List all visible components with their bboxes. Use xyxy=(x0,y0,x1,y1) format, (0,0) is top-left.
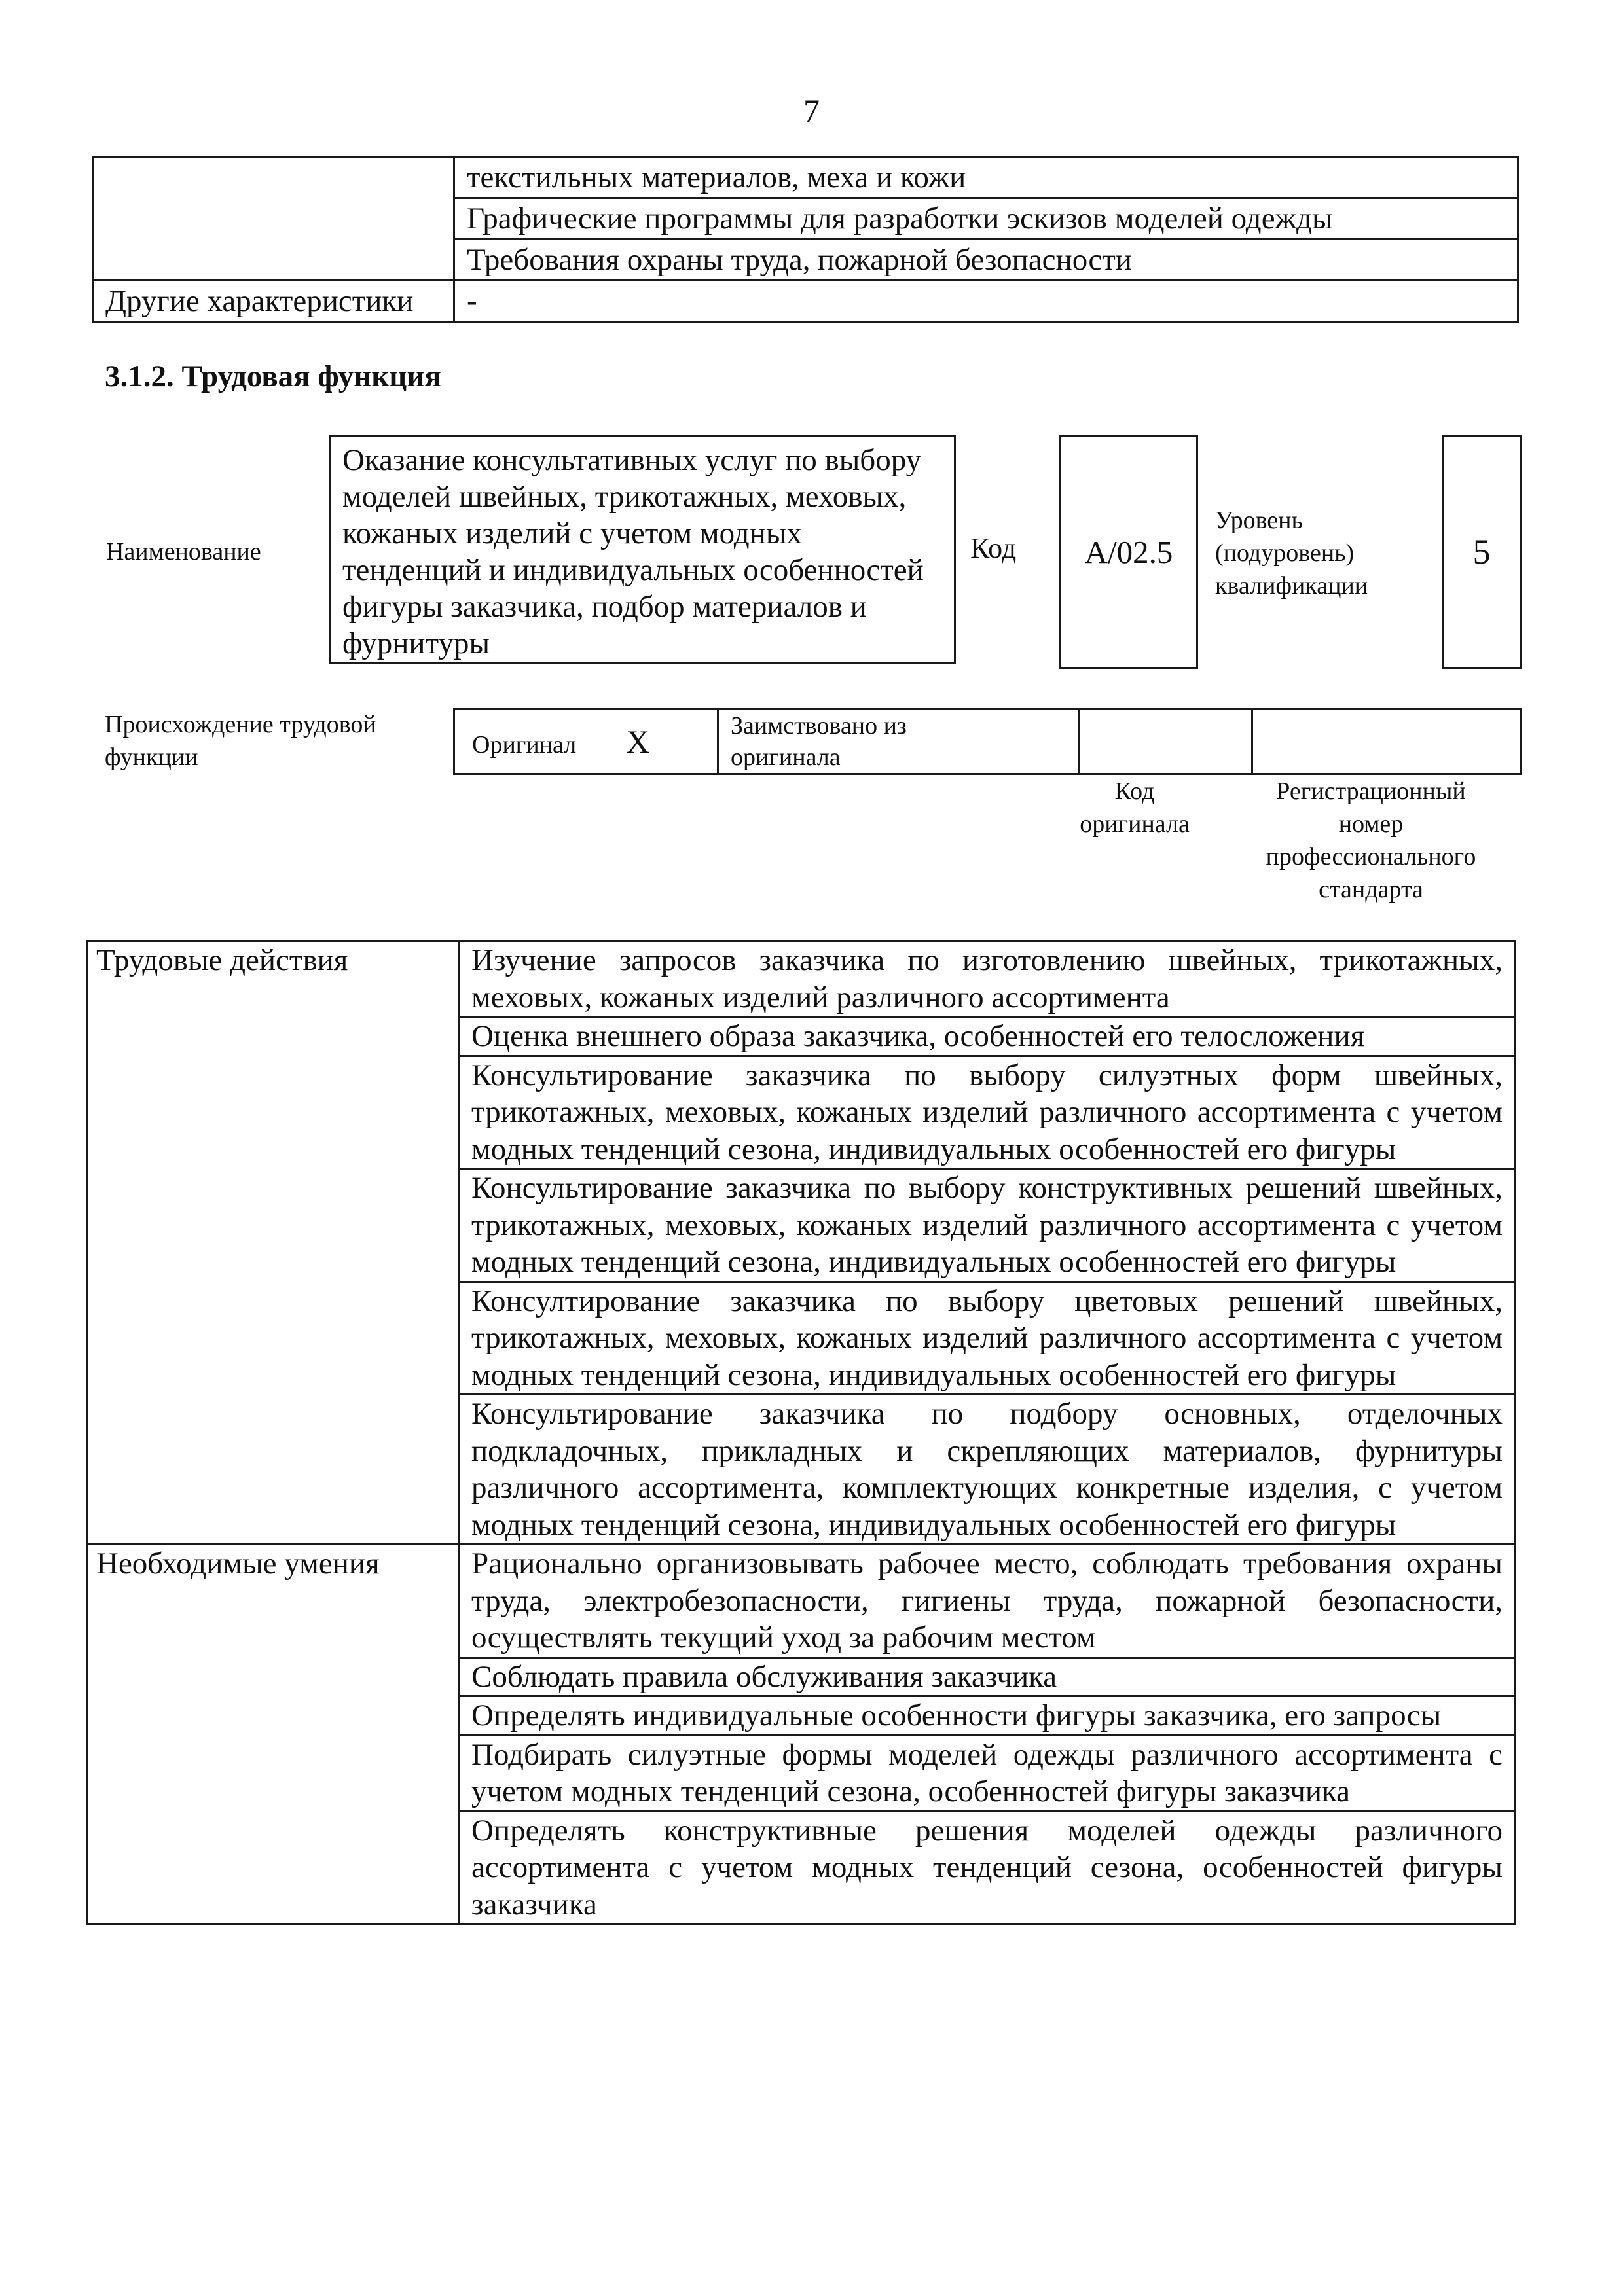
top-table-row: Графические программы для разработки эскизов моделей одежды xyxy=(454,198,1518,240)
skill-item: Рационально организовывать рабочее место, соблюдать требования охраны труда, электробезопасности, гигиены труда, пожарной безопасности, осуществлять текущий уход за рабочим местом xyxy=(459,1545,1516,1658)
origin-code-cell xyxy=(1079,709,1252,774)
level-value: 5 xyxy=(1472,532,1491,571)
naming-value: Оказание консультативных услуг по выбору моделей швейных, трикотажных, меховых, кожаных изделий с учетом модных тенденций и индивидуальных особенностей фигуры заказчика, подбор материалов и фурнитуры xyxy=(342,443,924,660)
level-label xyxy=(1215,504,1412,602)
skill-item: Определять конструктивные решения моделей одежды различного ассортимента с учетом модных тенденций сезона, особенностей фигуры заказчика xyxy=(459,1811,1516,1924)
page-number: 7 xyxy=(803,92,820,129)
skill-item: Определять индивидуальные особенности фигуры заказчика, его запросы xyxy=(459,1696,1516,1736)
code-value: A/02.5 xyxy=(1084,533,1173,570)
level-label-text: Уровень (подуровень) квалификации xyxy=(1215,507,1368,600)
code-value-box xyxy=(1059,435,1198,669)
top-table-row: текстильных материалов, меха и кожи xyxy=(454,157,1518,198)
origin-table xyxy=(453,708,1522,775)
origin-code-caption-text: Код оригинала xyxy=(1080,778,1190,838)
skills-label: Необходимые умения xyxy=(88,1545,459,1924)
other-characteristics-label: Другие характеристики xyxy=(93,281,454,322)
other-characteristics-value: - xyxy=(454,281,1518,322)
origin-original-label: Оригинал xyxy=(472,731,577,759)
top-table-row: Требования охраны труда, пожарной безопасности xyxy=(454,240,1518,281)
origin-original-mark: X xyxy=(626,723,650,760)
origin-reg-caption xyxy=(1220,775,1522,906)
labor-action-item: Консультирование заказчика по выбору силуэтных форм швейных, трикотажных, меховых, кожаных изделий различного ассортимента с учетом модных тенденций сезона, индивидуальных особенностей его фигуры xyxy=(459,1056,1516,1169)
origin-borrowed-cell xyxy=(718,709,1079,774)
origin-borrowed-label: Заимствовано из оригинала xyxy=(731,712,907,771)
labor-action-item: Консултирование заказчика по выбору цветовых решений швейных, трикотажных, меховых, кожаных изделий различного ассортимента с учетом модных тенденций сезона, индивидуальных особенностей его фигуры xyxy=(459,1282,1516,1395)
labor-actions-label: Трудовые действия xyxy=(88,941,459,1545)
origin-label-text: Происхождение трудовой функции xyxy=(105,711,376,771)
origin-reg-caption-text: Регистрационный номер профессионального стандарта xyxy=(1266,778,1476,903)
origin-reg-cell xyxy=(1252,709,1521,774)
naming-label: Наименование xyxy=(106,538,261,565)
origin-code-caption xyxy=(1049,775,1220,840)
origin-label xyxy=(105,708,432,774)
labor-action-item: Консультирование заказчика по выбору конструктивных решений швейных, трикотажных, меховых, кожаных изделий различного ассортимента с учетом модных тенденций сезона, индивидуальных особенностей его фигуры xyxy=(459,1169,1516,1282)
origin-original-cell xyxy=(454,709,718,774)
top-table xyxy=(92,156,1519,323)
section-heading: 3.1.2. Трудовая функция xyxy=(105,359,441,393)
top-table-empty-cell xyxy=(93,157,454,281)
skill-item: Подбирать силуэтные формы моделей одежды различного ассортимента с учетом модных тенденций сезона, особенностей фигуры заказчика xyxy=(459,1735,1516,1811)
code-label: Код xyxy=(970,532,1017,564)
main-table xyxy=(86,940,1516,1925)
labor-action-item: Изучение запросов заказчика по изготовлению швейных, трикотажных, меховых, кожаных изделий различного ассортимента xyxy=(459,941,1516,1017)
skill-item: Соблюдать правила обслуживания заказчика xyxy=(459,1657,1516,1696)
naming-value-box xyxy=(329,435,956,664)
labor-action-item: Оценка внешнего образа заказчика, особенностей его телосложения xyxy=(459,1017,1516,1056)
level-value-box xyxy=(1442,435,1522,669)
labor-action-item: Консультирование заказчика по подбору основных, отделочных подкладочных, прикладных и скрепляющих материалов, фурнитуры различного ассортимента, комплектующих конкретные изделия, с учетом модных тенденций сезона, индивидуальных особенностей его фигуры xyxy=(459,1395,1516,1545)
